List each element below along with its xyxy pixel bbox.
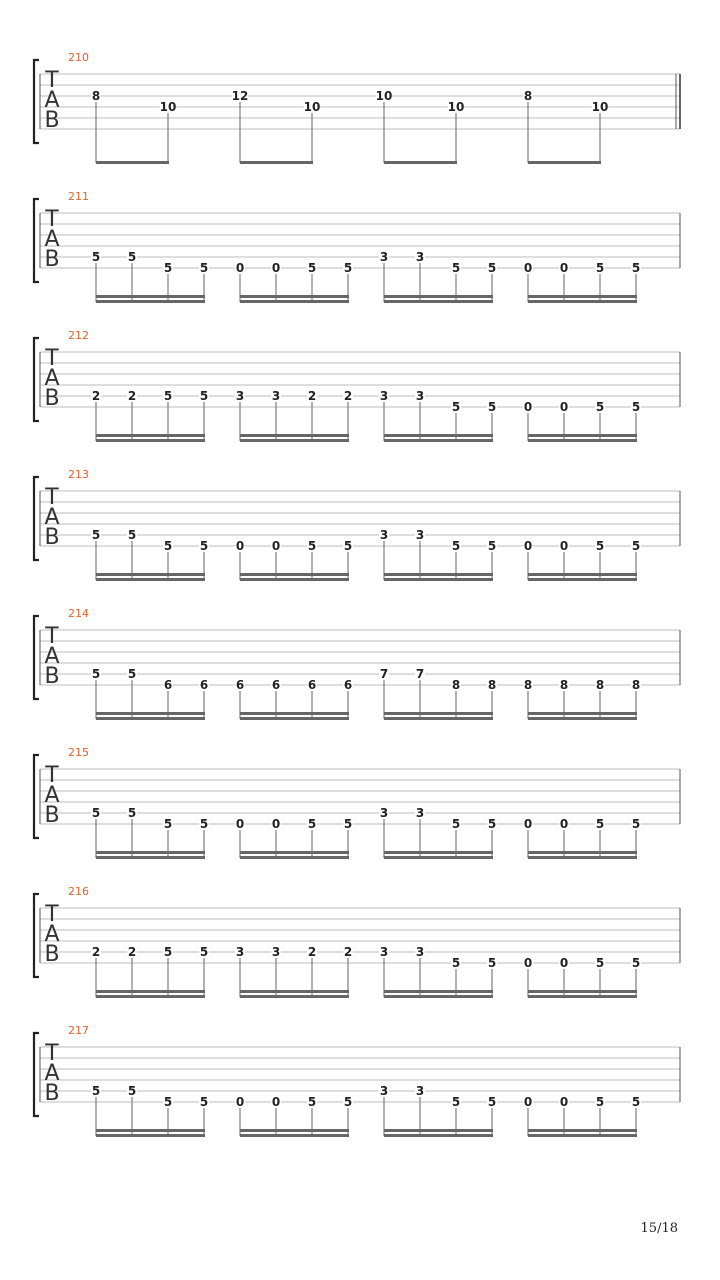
fret-number: 5: [163, 817, 173, 831]
tab-clef-letter: B: [44, 525, 60, 550]
fret-number: 6: [199, 678, 209, 692]
fret-number: 5: [343, 261, 353, 275]
tab-clef-letter: A: [44, 505, 60, 530]
note-beam: [384, 1134, 493, 1137]
note-beam: [96, 712, 205, 715]
fret-number: 3: [235, 945, 245, 959]
measure-number: 211: [68, 190, 89, 203]
note-beam: [528, 1134, 637, 1137]
note-beam: [96, 578, 205, 581]
note-beam: [384, 851, 493, 854]
note-beam: [240, 1129, 349, 1132]
fret-number: 8: [595, 678, 605, 692]
tab-clef-letter: T: [45, 68, 59, 93]
fret-number: 3: [379, 389, 389, 403]
fret-number: 5: [163, 1095, 173, 1109]
fret-number: 5: [595, 1095, 605, 1109]
note-beam: [96, 300, 205, 303]
fret-number: 5: [163, 261, 173, 275]
note-beam: [96, 295, 205, 298]
tab-clef-letter: B: [44, 386, 60, 411]
fret-number: 5: [91, 528, 101, 542]
fret-number: 0: [235, 261, 245, 275]
tab-clef-letter: B: [44, 942, 60, 967]
note-beam: [528, 573, 637, 576]
fret-number: 5: [91, 250, 101, 264]
fret-number: 3: [379, 528, 389, 542]
tab-clef-letter: B: [44, 247, 60, 272]
system-bracket: [34, 894, 39, 977]
tab-clef-letter: A: [44, 783, 60, 808]
fret-number: 5: [343, 817, 353, 831]
fret-number: 5: [163, 539, 173, 553]
system-bracket: [34, 755, 39, 838]
fret-number: 5: [343, 1095, 353, 1109]
fret-number: 3: [235, 389, 245, 403]
note-beam: [240, 856, 349, 859]
note-beam: [96, 573, 205, 576]
tab-clef-letter: B: [44, 108, 60, 133]
fret-number: 0: [523, 817, 533, 831]
note-beam: [240, 300, 349, 303]
fret-number: 10: [375, 89, 393, 103]
fret-number: 5: [487, 400, 497, 414]
tab-clef-letter: T: [45, 1041, 59, 1066]
note-beam: [240, 990, 349, 993]
system-bracket: [34, 338, 39, 421]
fret-number: 10: [591, 100, 609, 114]
note-beam: [384, 717, 493, 720]
fret-number: 5: [127, 806, 137, 820]
fret-number: 5: [595, 539, 605, 553]
note-beam: [240, 295, 349, 298]
tab-system-212: [34, 329, 680, 442]
fret-number: 5: [91, 667, 101, 681]
tab-clef-letter: A: [44, 1061, 60, 1086]
note-beam: [96, 995, 205, 998]
tab-clef-letter: T: [45, 624, 59, 649]
fret-number: 5: [487, 261, 497, 275]
fret-number: 5: [487, 539, 497, 553]
fret-number: 2: [343, 945, 353, 959]
fret-number: 3: [379, 1084, 389, 1098]
fret-number: 5: [595, 400, 605, 414]
fret-number: 5: [199, 1095, 209, 1109]
note-beam: [240, 851, 349, 854]
fret-number: 3: [271, 945, 281, 959]
fret-number: 8: [559, 678, 569, 692]
fret-number: 5: [91, 1084, 101, 1098]
note-beam: [240, 439, 349, 442]
fret-number: 5: [595, 261, 605, 275]
note-beam: [384, 578, 493, 581]
fret-number: 6: [343, 678, 353, 692]
tab-system-217: [34, 1024, 680, 1137]
tab-clef-letter: B: [44, 803, 60, 828]
note-beam: [528, 300, 637, 303]
fret-number: 0: [271, 817, 281, 831]
fret-number: 5: [343, 539, 353, 553]
note-beam: [528, 161, 601, 164]
fret-number: 5: [199, 945, 209, 959]
fret-number: 0: [271, 539, 281, 553]
fret-number: 0: [559, 817, 569, 831]
fret-number: 5: [451, 956, 461, 970]
note-beam: [384, 856, 493, 859]
note-beam: [528, 439, 637, 442]
fret-number: 0: [559, 1095, 569, 1109]
fret-number: 3: [271, 389, 281, 403]
tab-clef-letter: A: [44, 644, 60, 669]
note-beam: [384, 439, 493, 442]
tab-system-211: [34, 190, 680, 303]
fret-number: 5: [91, 806, 101, 820]
measure-number: 213: [68, 468, 89, 481]
fret-number: 8: [487, 678, 497, 692]
note-beam: [96, 439, 205, 442]
fret-number: 3: [415, 806, 425, 820]
fret-number: 5: [487, 1095, 497, 1109]
fret-number: 8: [451, 678, 461, 692]
tab-system-214: [34, 607, 680, 720]
fret-number: 0: [235, 539, 245, 553]
fret-number: 10: [303, 100, 321, 114]
fret-number: 5: [199, 817, 209, 831]
fret-number: 3: [415, 528, 425, 542]
note-beam: [96, 851, 205, 854]
note-beam: [528, 712, 637, 715]
fret-number: 0: [559, 400, 569, 414]
tab-clef-letter: B: [44, 664, 60, 689]
tab-clef-letter: A: [44, 922, 60, 947]
fret-number: 5: [631, 539, 641, 553]
fret-number: 5: [595, 956, 605, 970]
fret-number: 5: [199, 261, 209, 275]
measure-number: 215: [68, 746, 89, 759]
note-beam: [384, 573, 493, 576]
fret-number: 5: [487, 817, 497, 831]
fret-number: 5: [127, 250, 137, 264]
tab-system-210: [34, 51, 680, 164]
fret-number: 0: [523, 261, 533, 275]
system-bracket: [34, 60, 39, 143]
fret-number: 0: [523, 1095, 533, 1109]
tab-system-216: [34, 885, 680, 998]
note-beam: [384, 995, 493, 998]
fret-number: 0: [523, 400, 533, 414]
note-beam: [240, 573, 349, 576]
note-beam: [384, 161, 457, 164]
fret-number: 5: [451, 261, 461, 275]
fret-number: 0: [271, 261, 281, 275]
note-beam: [240, 995, 349, 998]
tab-clef-letter: A: [44, 227, 60, 252]
note-beam: [384, 1129, 493, 1132]
fret-number: 3: [415, 250, 425, 264]
note-beam: [528, 717, 637, 720]
note-beam: [528, 995, 637, 998]
note-beam: [528, 856, 637, 859]
tab-clef-letter: A: [44, 366, 60, 391]
fret-number: 0: [235, 1095, 245, 1109]
system-bracket: [34, 616, 39, 699]
fret-number: 8: [523, 678, 533, 692]
fret-number: 0: [523, 539, 533, 553]
fret-number: 2: [307, 389, 317, 403]
fret-number: 2: [91, 389, 101, 403]
fret-number: 7: [415, 667, 425, 681]
tab-clef-letter: T: [45, 207, 59, 232]
fret-number: 6: [307, 678, 317, 692]
fret-number: 3: [415, 945, 425, 959]
page-number: 15/18: [640, 1221, 678, 1236]
fret-number: 0: [523, 956, 533, 970]
fret-number: 6: [271, 678, 281, 692]
fret-number: 3: [415, 1084, 425, 1098]
fret-number: 5: [631, 817, 641, 831]
note-beam: [528, 295, 637, 298]
note-beam: [240, 434, 349, 437]
note-beam: [240, 712, 349, 715]
fret-number: 5: [487, 956, 497, 970]
note-beam: [528, 1129, 637, 1132]
note-beam: [528, 434, 637, 437]
fret-number: 8: [523, 89, 533, 103]
fret-number: 0: [559, 539, 569, 553]
measure-number: 210: [68, 51, 89, 64]
fret-number: 5: [451, 1095, 461, 1109]
note-beam: [240, 161, 313, 164]
note-beam: [96, 990, 205, 993]
note-beam: [384, 295, 493, 298]
fret-number: 5: [451, 400, 461, 414]
fret-number: 5: [307, 261, 317, 275]
fret-number: 5: [127, 528, 137, 542]
fret-number: 5: [631, 261, 641, 275]
fret-number: 2: [127, 945, 137, 959]
note-beam: [384, 434, 493, 437]
tab-clef-letter: T: [45, 763, 59, 788]
fret-number: 10: [447, 100, 465, 114]
fret-number: 10: [159, 100, 177, 114]
fret-number: 5: [631, 956, 641, 970]
fret-number: 5: [163, 389, 173, 403]
fret-number: 6: [235, 678, 245, 692]
fret-number: 3: [379, 945, 389, 959]
system-bracket: [34, 1033, 39, 1116]
fret-number: 5: [631, 400, 641, 414]
system-bracket: [34, 199, 39, 282]
note-beam: [96, 856, 205, 859]
fret-number: 8: [631, 678, 641, 692]
note-beam: [528, 851, 637, 854]
note-beam: [96, 1134, 205, 1137]
fret-number: 6: [163, 678, 173, 692]
note-beam: [528, 990, 637, 993]
note-beam: [528, 578, 637, 581]
fret-number: 5: [163, 945, 173, 959]
fret-number: 5: [307, 1095, 317, 1109]
measure-number: 216: [68, 885, 89, 898]
fret-number: 8: [91, 89, 101, 103]
fret-number: 5: [307, 817, 317, 831]
note-beam: [96, 161, 169, 164]
note-beam: [96, 434, 205, 437]
fret-number: 0: [235, 817, 245, 831]
tab-clef-letter: B: [44, 1081, 60, 1106]
note-beam: [96, 717, 205, 720]
note-beam: [240, 578, 349, 581]
measure-number: 212: [68, 329, 89, 342]
fret-number: 5: [595, 817, 605, 831]
measure-number: 217: [68, 1024, 89, 1037]
tab-system-215: [34, 746, 680, 859]
fret-number: 2: [307, 945, 317, 959]
tab-clef-letter: A: [44, 88, 60, 113]
note-beam: [384, 712, 493, 715]
measure-number: 214: [68, 607, 89, 620]
fret-number: 5: [451, 817, 461, 831]
fret-number: 5: [307, 539, 317, 553]
fret-number: 0: [271, 1095, 281, 1109]
system-bracket: [34, 477, 39, 560]
fret-number: 2: [343, 389, 353, 403]
fret-number: 12: [231, 89, 249, 103]
fret-number: 7: [379, 667, 389, 681]
note-beam: [384, 300, 493, 303]
fret-number: 5: [631, 1095, 641, 1109]
fret-number: 2: [127, 389, 137, 403]
tab-clef-letter: T: [45, 485, 59, 510]
fret-number: 5: [199, 389, 209, 403]
fret-number: 5: [199, 539, 209, 553]
tab-system-213: [34, 468, 680, 581]
note-beam: [240, 717, 349, 720]
tab-clef-letter: T: [45, 346, 59, 371]
note-beam: [96, 1129, 205, 1132]
fret-number: 0: [559, 261, 569, 275]
fret-number: 2: [91, 945, 101, 959]
fret-number: 5: [127, 1084, 137, 1098]
fret-number: 3: [415, 389, 425, 403]
tab-clef-letter: T: [45, 902, 59, 927]
note-beam: [384, 990, 493, 993]
fret-number: 0: [559, 956, 569, 970]
fret-number: 3: [379, 806, 389, 820]
fret-number: 5: [127, 667, 137, 681]
fret-number: 5: [451, 539, 461, 553]
fret-number: 3: [379, 250, 389, 264]
note-beam: [240, 1134, 349, 1137]
